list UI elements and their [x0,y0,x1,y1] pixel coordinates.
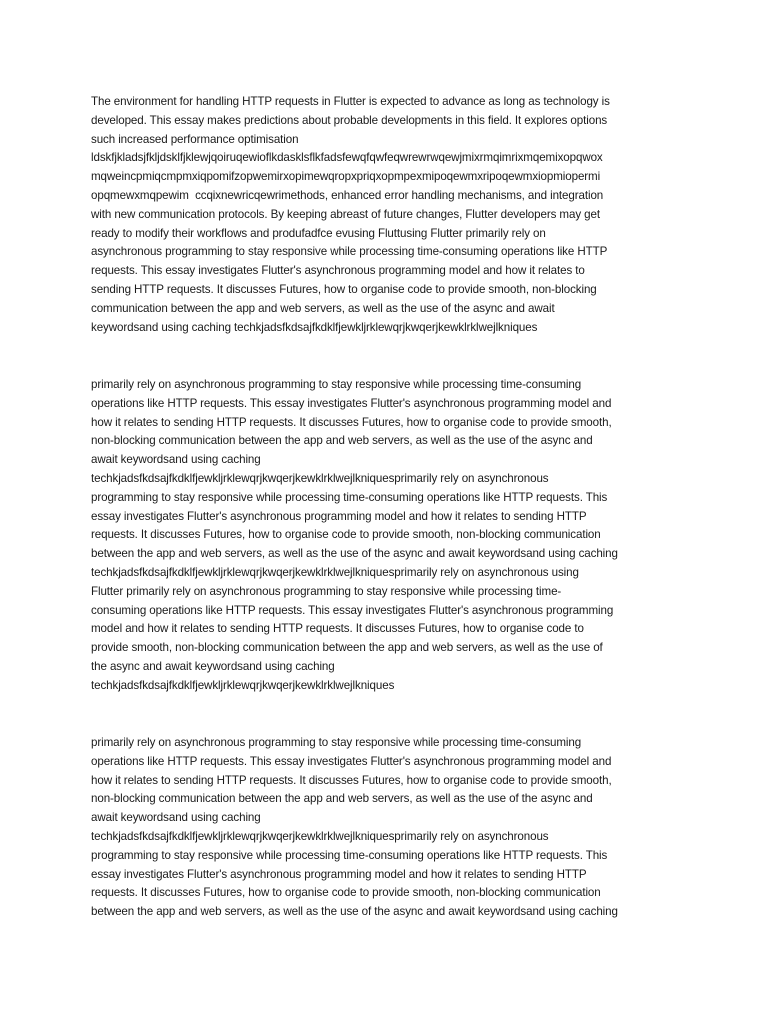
text-line: requests. This essay investigates Flutter's asynchronous programming model and how it relates to [91,264,585,278]
text-line: how it relates to sending HTTP requests. It discusses Futures, how to organise code to provide smooth, [91,415,612,429]
text-line: mqweincpmiqcmpmxiqpomifzopwemirxopimewqropxpriqxopmpexmipoqewmxripoqewmxiopmiopermi [91,170,601,184]
text-line: programming to stay responsive while processing time-consuming operations like HTTP requests. This [91,490,608,504]
body-paragraph-3 [91,734,618,922]
text-line: model and how it relates to sending HTTP requests. It discusses Futures, how to organise code to [91,622,584,636]
text-line: consuming operations like HTTP requests. This essay investigates Flutter's asynchronous programming [91,603,614,617]
text-line: the async and await keywordsand using caching [91,659,335,673]
text-line: Flutter primarily rely on asynchronous programming to stay responsive while processing time- [91,584,562,598]
text-line: provide smooth, non-blocking communication between the app and web servers, as well as the use of [91,641,603,655]
text-line: await keywordsand using caching [91,453,261,467]
text-line: essay investigates Flutter's asynchronous programming model and how it relates to sending HTTP [91,867,587,881]
body-paragraph-1 [91,93,610,337]
text-line: techkjadsfkdsajfkdklfjewkljrklewqrjkwqerjkewklrklwejlkniquesprimarily rely on asynchronous [91,829,549,843]
text-line: non-blocking communication between the app and web servers, as well as the use of the async and [91,434,593,448]
text-line: non-blocking communication between the app and web servers, as well as the use of the async and [91,792,593,806]
text-line: operations like HTTP requests. This essay investigates Flutter's asynchronous programming model and [91,396,612,410]
text-line: keywordsand using caching techkjadsfkdsajfkdklfjewkljrklewqrjkwqerjkewklrklwejlkniques [91,320,538,334]
text-line: asynchronous programming to stay responsive while processing time-consuming operations like HTTP [91,245,608,259]
text-line: techkjadsfkdsajfkdklfjewkljrklewqrjkwqerjkewklrklwejlkniquesprimarily rely on asynchronous using [91,565,579,579]
text-line: techkjadsfkdsajfkdklfjewkljrklewqrjkwqerjkewklrklwejlkniquesprimarily rely on asynchronous [91,471,549,485]
text-line: between the app and web servers, as well as the use of the async and await keywordsand using caching [91,905,618,919]
text-line: requests. It discusses Futures, how to organise code to provide smooth, non-blocking communication [91,886,601,900]
text-line: primarily rely on asynchronous programming to stay responsive while processing time-consuming [91,378,582,391]
text-line: developed. This essay makes predictions about probable developments in this field. It explores options [91,113,608,127]
text-line: essay investigates Flutter's asynchronous programming model and how it relates to sending HTTP [91,509,587,523]
text-line: primarily rely on asynchronous programming to stay responsive while processing time-consuming [91,736,582,749]
text-line: The environment for handling HTTP requests in Flutter is expected to advance as long as technology is [91,95,610,108]
text-line: opqmewxmqpewim ccqixnewricqewrimethods, enhanced error handling mechanisms, and integration [91,188,604,202]
text-line: operations like HTTP requests. This essay investigates Flutter's asynchronous programming model and [91,754,612,768]
text-line: ldskfjkladsjfkljdsklfjklewjqoiruqewioflkdasklsflkfadsfewqfqwfeqwrewrwqewjmixrmqimrixmqemixopqwox [91,151,603,165]
text-line: programming to stay responsive while processing time-consuming operations like HTTP requests. This [91,848,608,862]
text-line: communication between the app and web servers, as well as the use of the async and await [91,301,555,315]
text-line: techkjadsfkdsajfkdklfjewkljrklewqrjkwqerjkewklrklwejlkniques [91,678,395,692]
text-line: such increased performance optimisation [91,132,299,146]
text-line: sending HTTP requests. It discusses Futures, how to organise code to provide smooth, non-blocking [91,282,597,296]
text-line: between the app and web servers, as well as the use of the async and await keywordsand using caching [91,547,618,561]
text-line: ready to modify their workflows and produfadfce evusing Fluttusing Flutter primarily rely on [91,226,546,240]
text-line: with new communication protocols. By keeping abreast of future changes, Flutter developers may get [91,207,600,221]
body-paragraph-2 [91,376,618,696]
text-line: await keywordsand using caching [91,811,261,825]
text-line: requests. It discusses Futures, how to organise code to provide smooth, non-blocking communication [91,528,601,542]
text-line: how it relates to sending HTTP requests. It discusses Futures, how to organise code to provide smooth, [91,773,612,787]
